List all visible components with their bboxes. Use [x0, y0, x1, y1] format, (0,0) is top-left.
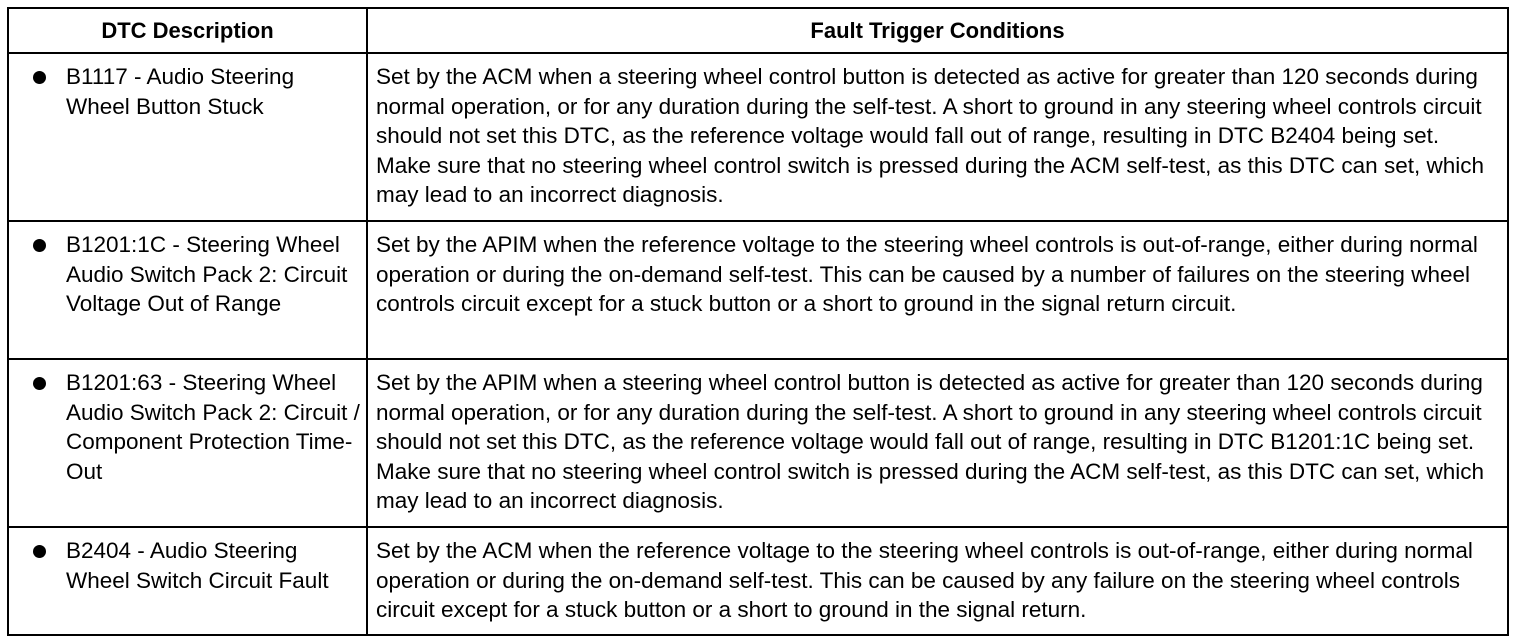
- dtc-description-cell: [8, 359, 367, 527]
- dtc-description: B1201:63 - Steering Wheel Audio Switch Pack 2: Circuit / Component Protection Time-Out: [66, 370, 360, 484]
- bullet-icon: [33, 71, 46, 84]
- dtc-description: B2404 - Audio Steering Wheel Switch Circuit Fault: [66, 538, 329, 593]
- fault-trigger-condition: Set by the ACM when the reference voltage to the steering wheel controls is out-of-range, either during normal operation or during the on-demand self-test. This can be caused by any failure on the steering wheel controls circuit except for a stuck button or a short to ground in the signal return.: [367, 527, 1508, 635]
- table-row: [8, 359, 1508, 527]
- dtc-description: B1117 - Audio Steering Wheel Button Stuck: [66, 64, 295, 119]
- dtc-description-cell: [8, 53, 367, 221]
- table-row: [8, 527, 1508, 635]
- bullet-icon: [33, 377, 46, 390]
- dtc-description: B1201:1C - Steering Wheel Audio Switch Pack 2: Circuit Voltage Out of Range: [66, 232, 348, 316]
- bullet-icon: [33, 239, 46, 252]
- header-fault-trigger-conditions: Fault Trigger Conditions: [367, 8, 1508, 53]
- dtc-description-cell: [8, 527, 367, 635]
- fault-trigger-condition: Set by the ACM when a steering wheel control button is detected as active for greater than 120 seconds during normal operation, or for any duration during the self-test. A short to ground in any steering wheel controls circuit should not set this DTC, as the reference voltage would fall out of range, resulting in DTC B2404 being set. Make sure that no steering wheel control switch is pressed during the ACM self-test, as this DTC can set, which may lead to an incorrect diagnosis.: [367, 53, 1508, 221]
- table-row: [8, 53, 1508, 221]
- header-dtc-description: DTC Description: [8, 8, 367, 53]
- fault-trigger-condition: Set by the APIM when the reference voltage to the steering wheel controls is out-of-range, either during normal operation or during the on-demand self-test. This can be caused by a number of failures on the steering wheel controls circuit except for a stuck button or a short to ground in the signal return circuit.: [367, 221, 1508, 359]
- bullet-icon: [33, 545, 46, 558]
- table-row: [8, 221, 1508, 359]
- header-row: [8, 8, 1508, 53]
- fault-trigger-condition: Set by the APIM when a steering wheel control button is detected as active for greater than 120 seconds during normal operation, or for any duration during the self-test. A short to ground in any steering wheel controls circuit should not set this DTC, as the reference voltage would fall out of range, resulting in DTC B1201:1C being set. Make sure that no steering wheel control switch is pressed during the ACM self-test, as this DTC can set, which may lead to an incorrect diagnosis.: [367, 359, 1508, 527]
- dtc-description-cell: [8, 221, 367, 359]
- dtc-table: [7, 7, 1509, 636]
